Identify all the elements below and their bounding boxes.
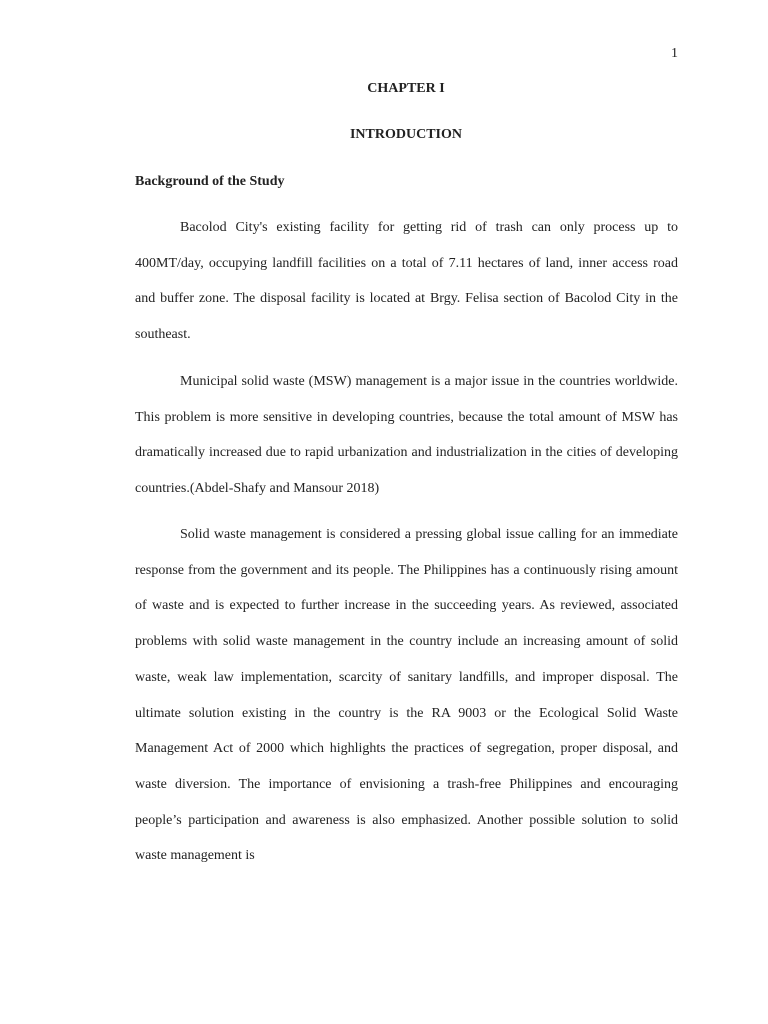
paragraph-text: Bacolod City's existing facility for getting rid of trash can only process up to 400MT/day, occupying landfill facilities on a total of 7.11 hectares of land, inner access road and buffer zone. The disposal facility is located at Brgy. Felisa section of Bacolod City in the southeast. bbox=[135, 220, 678, 343]
chapter-heading: CHAPTER I bbox=[367, 81, 445, 96]
page-number: 1 bbox=[671, 46, 678, 61]
body-paragraph-2 bbox=[135, 364, 678, 518]
paragraph-text: Municipal solid waste (MSW) management is a major issue in the countries worldwide. This problem is more sensitive in developing countries, because the total amount of MSW has dramatically increased due to rapid urbanization and industrialization in the cities of developing countries.(Abdel-Shafy and Mansour 2018) bbox=[135, 374, 678, 497]
section-heading: Background of the Study bbox=[135, 174, 285, 189]
chapter-title: INTRODUCTION bbox=[349, 127, 462, 142]
body-paragraph-1 bbox=[135, 210, 678, 364]
body-paragraph-3 bbox=[135, 517, 678, 885]
paragraph-text: Solid waste management is considered a pressing global issue calling for an immediate response from the government and its people. The Philippines has a continuously rising amount of waste and is expected to further increase in the succeeding years. As reviewed, associated problems with solid waste management in the country include an increasing amount of solid waste, weak law implementation, scarcity of sanitary landfills, and improper disposal. The ultimate solution existing in the country is the RA 9003 or the Ecological Solid Waste Management Act of 2000 which highlights the practices of segregation, proper disposal, and waste diversion. The importance of envisioning a trash-free Philippines and encouraging people’s participation and awareness is also emphasized. Another possible solution to solid waste management is bbox=[135, 527, 678, 864]
